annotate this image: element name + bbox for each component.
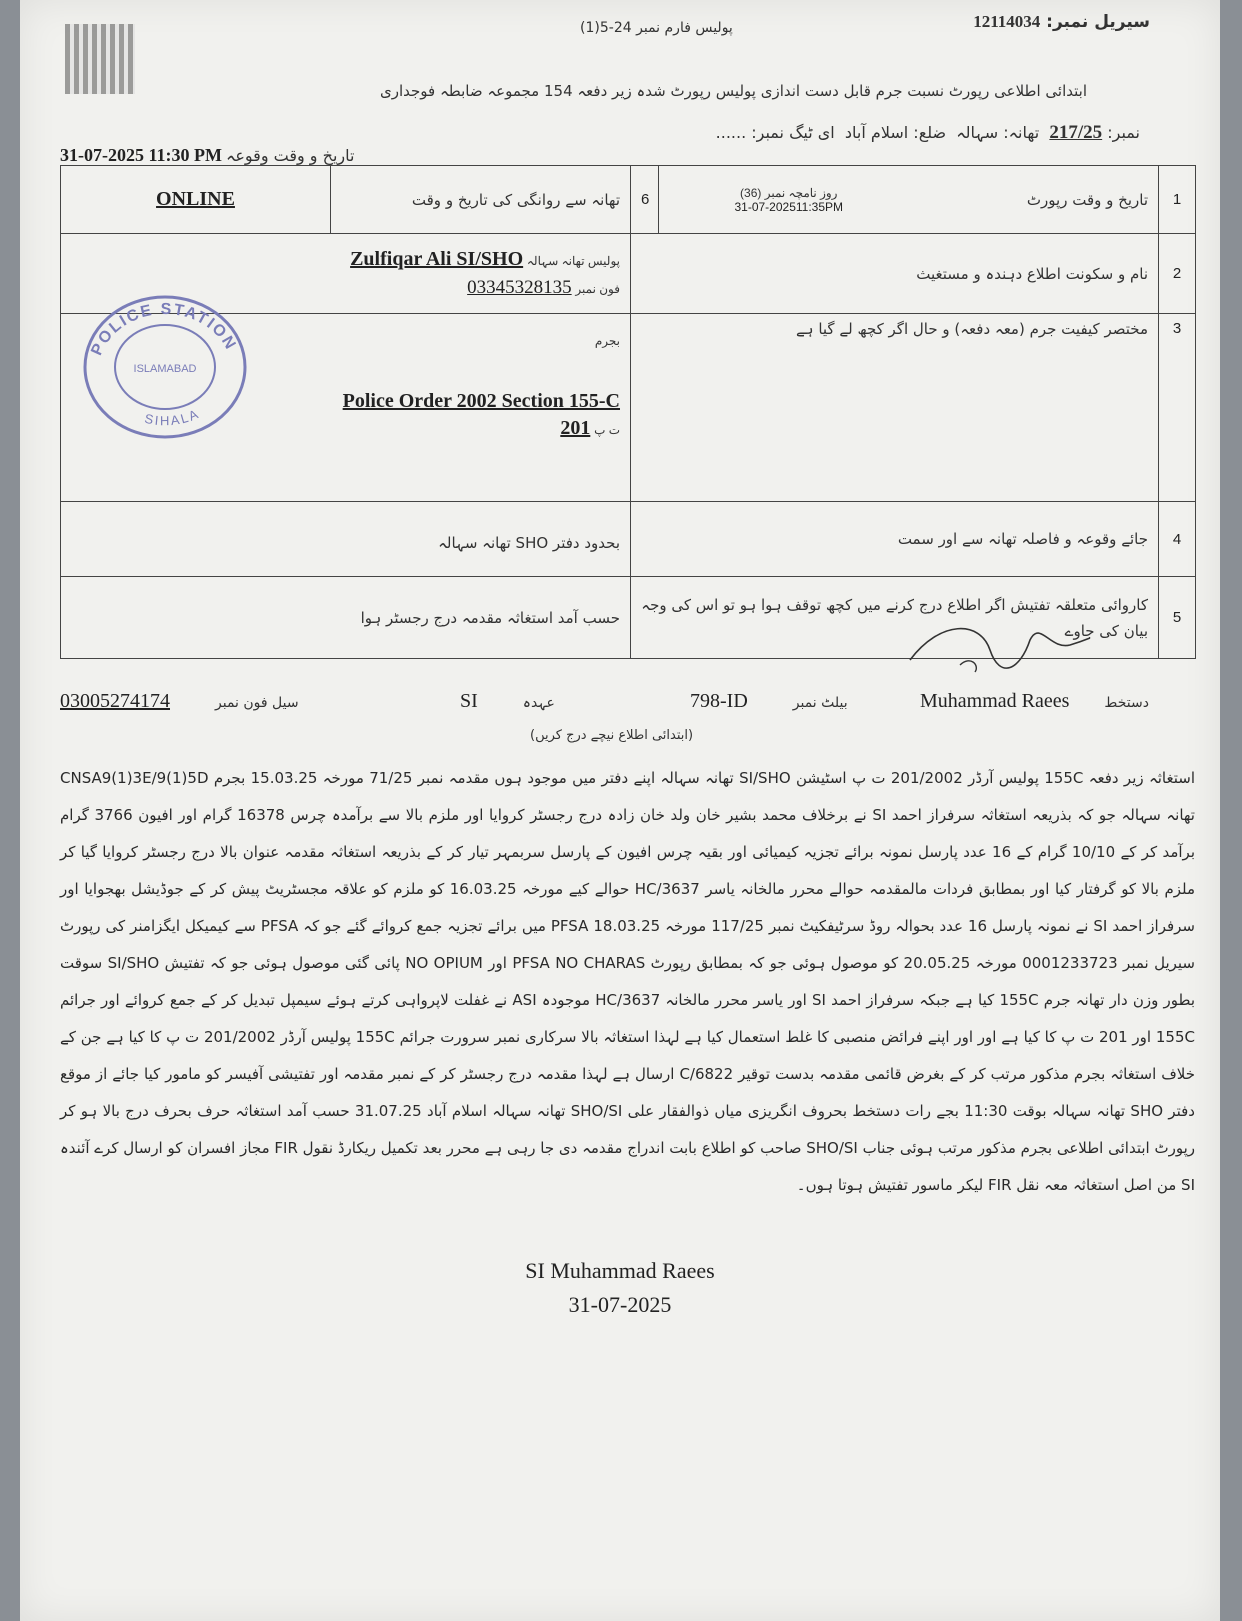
informant-label: نام و سکونت اطلاع دہندہ و مستغیث bbox=[631, 234, 1159, 314]
row-number: 5 bbox=[1159, 577, 1196, 659]
form-number: پولیس فارم نمبر 24-5(1) bbox=[580, 20, 733, 36]
section-suffix: ت پ bbox=[594, 423, 620, 437]
district-value: اسلام آباد bbox=[844, 123, 909, 142]
fir-number-line: نمبر: 217/25 تھانہ: سہالہ ضلع: اسلام آباد ای ٹیگ نمبر: ...... bbox=[715, 122, 1140, 143]
belt-group bbox=[690, 690, 848, 713]
crime-description-label: مختصر کیفیت جرم (معہ دفعہ) و حال اگر کچھ لے گیا ہے bbox=[631, 314, 1159, 502]
signatory-name: Muhammad Raees bbox=[920, 690, 1070, 712]
fir-number: 217/25 bbox=[1049, 122, 1103, 143]
departure-value: ONLINE bbox=[156, 188, 235, 210]
serial-value: 12114034 bbox=[973, 12, 1041, 31]
place-label: جائے وقوعہ و فاصلہ تھانہ سے اور سمت bbox=[631, 502, 1159, 577]
cell-label: سیل فون نمبر bbox=[215, 695, 299, 711]
informant-phone: 03345328135 bbox=[467, 277, 572, 298]
first-info-note: (ابتدائی اطلاع نیچے درج کریں) bbox=[530, 728, 694, 743]
cell-number-group bbox=[60, 690, 299, 713]
signature-label: دستخط bbox=[1104, 695, 1149, 711]
informant-name: Zulfiqar Ali SI/SHO bbox=[350, 248, 524, 270]
occurrence-datetime-line bbox=[60, 145, 354, 166]
table-row bbox=[61, 502, 1196, 577]
departure-label: تھانہ سے روانگی کی تاریخ و وقت bbox=[331, 166, 631, 234]
etag-label: ای ٹیگ نمبر bbox=[756, 123, 835, 142]
occurrence-datetime: 31-07-2025 11:30 PM bbox=[60, 145, 222, 165]
row-number: 4 bbox=[1159, 502, 1196, 577]
belt-number: 798-ID bbox=[690, 690, 748, 712]
thana-label: تھانہ bbox=[1008, 123, 1040, 142]
serial-number: سیریل نمبر: 12114034 bbox=[973, 12, 1150, 32]
report-datetime: 31-07-202511:35PM bbox=[734, 199, 844, 214]
qr-code-icon bbox=[65, 24, 135, 94]
row-number: 6 bbox=[631, 166, 659, 234]
stamp-top-text: POLICE STATION bbox=[88, 300, 240, 359]
action-label: کاروائی متعلقہ تفتیش اگر اطلاع درج کرنے میں کچھ توقف ہوا ہو تو اس کی وجہ بیان کی جاوے bbox=[631, 577, 1159, 659]
rank-value: SI bbox=[460, 690, 478, 712]
belt-label: بیلٹ نمبر bbox=[792, 695, 848, 711]
table-row bbox=[61, 166, 1196, 234]
place-value: بحدود دفتر SHO تھانہ سہالہ bbox=[61, 502, 631, 577]
district-label: ضلع bbox=[918, 123, 947, 142]
rank-label: عہدہ bbox=[522, 695, 555, 711]
etag-value: ...... bbox=[715, 123, 747, 142]
serial-label: سیریل نمبر bbox=[1052, 12, 1150, 32]
informant-station: پولیس تھانہ سہالہ bbox=[526, 254, 620, 268]
row-number: 2 bbox=[1159, 234, 1196, 314]
law-section: Police Order 2002 Section 155-C bbox=[342, 390, 620, 412]
rank-group bbox=[460, 690, 555, 713]
signatory-group bbox=[920, 690, 1149, 713]
signature-scribble bbox=[900, 610, 1100, 680]
phone-label: فون نمبر bbox=[575, 282, 620, 296]
cell-number: 03005274174 bbox=[60, 690, 170, 712]
crime-label: بجرم bbox=[594, 334, 620, 348]
fir-narrative: استغاثہ زیر دفعہ 155C پولیس آرڈر 201/2002 ت پ اسٹیشن SI/SHO تھانہ سہالہ اپنے دفتر میں موجود ہوں مقدمہ نمبر 71/25 مورخہ 15.03.25 بجرم CNSA9(1)3E/9(1)5D تھانہ سہالہ جو کہ بذریعہ استغاثہ سرفراز احمد SI نے برخلاف محمد بشیر خان ولد خان زادہ درج رجسٹر کروایا اور ملزم بالا سے برآمدہ چرس 16378 گرام اور افیون 3766 گرام برآمد کر کے 10/10 گرام کے 16 عدد پارسل نمونہ برائے تجزیہ کیمیائی اور بقیہ چرس افیون کے پارسل سربمہر تیار کر کے بذریعہ استغاثہ مقدمہ عنوان بالا درج رجسٹر کروایا گیا کر ملزم بالا کو گرفتار کیا اور بمطابق فردات مالمقدمہ حوالے محرر مالخانہ یاسر HC/3637 حوالے کیے مورخہ 16.03.25 کو ملزم کو علاقہ مجسٹریٹ پیش کر کے جوڈیشل بھجوایا اور سرفراز احمد SI نے نمونہ پارسل 16 عدد بحوالہ روڈ سرٹیفکیٹ نمبر 117/25 مورخہ 18.03.25 PFSA میں برائے تجزیہ جمع کروائے گئے جو کہ PFSA سے کیمیکل ایگزامنر کی رپورٹ سیریل نمبر 0001233723 مورخہ 20.05.25 کو موصول ہوئی جو کہ بمطابق رپورٹ PFSA NO CHARAS اور NO OPIUM پائی گئی موصول ہوئی جو کہ تفتیش SI/SHO سوقت بطور وزن دار تھانہ جرم 155C کیا ہے جبکہ سرفراز احمد SI اور یاسر محرر مالخانہ HC/3637 موجودہ ASI نے غفلت لاپرواہی کرتے ہوئے سیمپل تبدیل کر کے جمع کروائے اور جرائم 155C اور 201 ت پ کا کیا ہے اور اور اپنے فرائض منصبی کا غلط استعمال کیا ہے لہذا استغاثہ بالا سرکاری نمبر سرورت جرائم 155C پولیس آرڈر 201/2002 ت پ کا کیا ہے جن کے خلاف استغاثہ بجرم مذکور مرتب کر کے بغرض قائمی مقدمہ بدست توقیر C/6822 ارسال ہے لہذا مقدمہ درج رجسٹر کر کے نمبر مقدمہ اور تفتیشی آفیسر کو مامور کیا جائے از موقع دفتر SHO تھانہ سہالہ بوقت 11:30 بجے رات دستخط بحروف انگریزی میاں ذوالفقار علی SHO/SI تھانہ سہالہ اسلام آباد 31.07.25 حسب آمد استغاثہ حرف بحرف درج بالا ہو کر رپورٹ ابتدائی اطلاعی بجرم مذکور مرتب ہوئی جناب SHO/SI صاحب کو اطلاع بابت اندراج مقدمہ دی جا رہی ہے محرر بعد تکمیل ریکارڈ نقول FIR مجاز افسران کو ارسال کرے آئندہ SI من اصل استغاثہ معہ نقل FIR لیکر ماسور تفتیش ہوتا ہوں۔ bbox=[60, 769, 1196, 1194]
thana-value: سہالہ bbox=[956, 123, 999, 142]
occurrence-datetime-label: تاریخ و وقت وقوعہ bbox=[225, 146, 355, 165]
police-station-stamp bbox=[80, 292, 250, 442]
document-heading: ابتدائی اطلاعی رپورٹ نسبت جرم قابل دست اندازی پولیس رپورٹ شدہ زیر دفعہ 154 مجموعہ ضابطہ فوجداری bbox=[380, 82, 1087, 100]
report-datetime-label: تاریخ و وقت رپورٹ bbox=[919, 166, 1159, 234]
fir-label: نمبر bbox=[1112, 123, 1140, 142]
svg-text:POLICE STATION bbox=[88, 301, 239, 358]
closing-date: 31-07-2025 bbox=[568, 1292, 672, 1317]
roznamcha-number: روز نامچہ نمبر (36) bbox=[740, 185, 838, 200]
closing-officer-name: SI Muhammad Raees bbox=[525, 1258, 715, 1283]
stamp-middle-text: ISLAMABAD bbox=[133, 363, 197, 375]
section-number: 201 bbox=[560, 417, 591, 439]
action-value: حسب آمد استغاثہ مقدمہ درج رجسٹر ہوا bbox=[61, 577, 631, 659]
row-number: 1 bbox=[1159, 166, 1196, 234]
stamp-bottom-text: SIHALA bbox=[143, 405, 203, 429]
row-number: 3 bbox=[1159, 314, 1196, 502]
fir-document-sheet bbox=[20, 0, 1220, 1621]
